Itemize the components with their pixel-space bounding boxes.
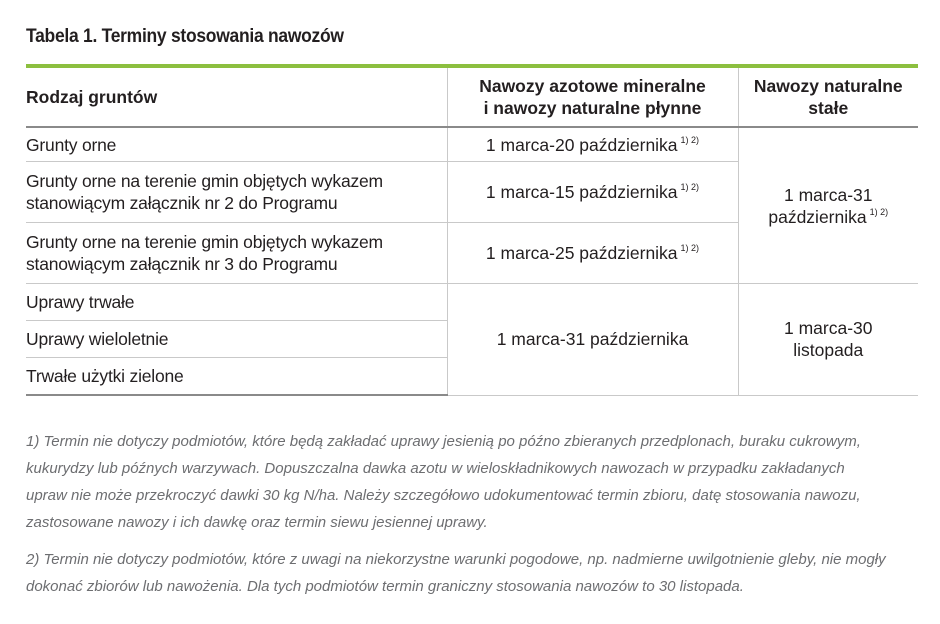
group2-natural-solid-term — [738, 284, 918, 396]
row-label: Trwałe użytki zielone — [26, 358, 447, 396]
term-text-line2: listopada — [793, 340, 864, 361]
group1-natural-solid-term — [738, 127, 918, 284]
row-label: Grunty orne — [26, 127, 447, 162]
footnote-line: kukurydzy lub późnych warzywach. Dopuszczalna dawka azotu w wieloskładnikowych nawozach w przypadku zakładanych — [26, 460, 845, 477]
term-text: 1 marca-25 października — [485, 243, 678, 263]
row-label-line2: stanowiącym załącznik nr 3 do Programu — [26, 254, 338, 274]
footnote-line: dokonać zbiorów lub nawożenia. Dla tych podmiotów termin graniczny stosowania nawozów to 30 listopada. — [26, 578, 744, 595]
row-mineral-term — [447, 162, 738, 223]
footnote-line: zastosowane nawozy i ich dawkę oraz termin siewu jesiennej uprawy. — [26, 514, 488, 531]
row-label — [26, 223, 447, 284]
term-text-line1: 1 marca-31 — [783, 184, 873, 205]
group2-mineral-term: 1 marca-31 października — [447, 284, 738, 396]
row-mineral-term — [447, 127, 738, 162]
row-label: Uprawy trwałe — [26, 284, 447, 321]
row-label: Uprawy wieloletnie — [26, 321, 447, 358]
term-text: 1 marca-20 października — [485, 134, 678, 155]
header-natural-solid — [738, 68, 918, 127]
header-mineral-liquid-line1: Nawozy azotowe mineralne — [479, 76, 706, 96]
footnote-2 — [26, 546, 918, 600]
row-mineral-term — [447, 223, 738, 284]
footnote-ref: 1) 2) — [869, 206, 889, 217]
term-text: 1 marca-15 października — [485, 182, 678, 202]
term-text-line1: 1 marca-30 — [783, 318, 873, 339]
footnote-line: 1) Termin nie dotyczy podmiotów, które będą zakładać uprawy jesienią po późno zbieranych przedplonach, buraku cukrowym, — [26, 433, 861, 450]
footnote-ref: 1) 2) — [680, 243, 700, 253]
footnote-ref: 1) 2) — [680, 134, 700, 145]
row-label — [26, 162, 447, 223]
header-soil-type: Rodzaj gruntów — [26, 68, 447, 127]
footnotes — [26, 428, 918, 610]
row-label-line1: Grunty orne na terenie gmin objętych wykazem — [26, 171, 383, 191]
table-title: Tabela 1. Terminy stosowania nawozów — [26, 26, 344, 47]
header-natural-solid-line2: stałe — [808, 98, 849, 118]
fertilizer-schedule-table — [26, 68, 918, 396]
table-row — [26, 284, 918, 321]
table-row — [26, 127, 918, 162]
footnote-line: upraw nie może przekroczyć dawki 30 kg N/ha. Należy szczegółowo udokumentować termin zbioru, datę stosowania nawozu, — [26, 487, 861, 504]
header-row — [26, 68, 918, 127]
header-mineral-liquid-line2: i nawozy naturalne płynne — [483, 98, 702, 118]
footnote-1 — [26, 428, 918, 536]
footnote-line: 2) Termin nie dotyczy podmiotów, które z uwagi na niekorzystne warunki pogodowe, np. nadmierne uwilgotnienie gleby, nie mogły — [26, 551, 886, 568]
header-natural-solid-line1: Nawozy naturalne — [753, 76, 903, 96]
row-label-line2: stanowiącym załącznik nr 2 do Programu — [26, 193, 338, 213]
header-mineral-liquid — [447, 68, 738, 127]
row-label-line1: Grunty orne na terenie gmin objętych wykazem — [26, 232, 383, 252]
term-text-line2: października — [768, 206, 867, 227]
footnote-ref: 1) 2) — [680, 182, 700, 192]
